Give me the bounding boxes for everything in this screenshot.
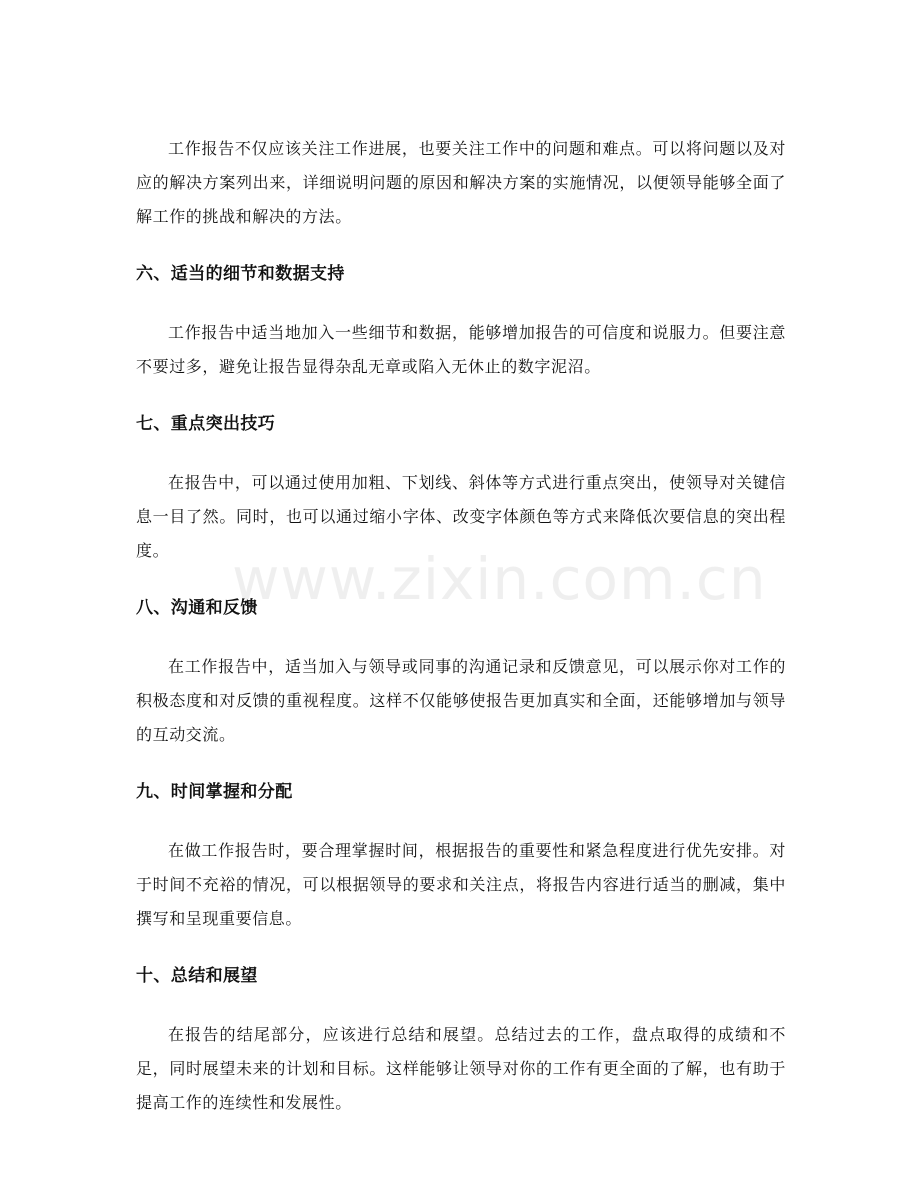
heading-summary: 十、总结和展望	[136, 966, 258, 986]
paragraph-details-data: 工作报告中适当地加入一些细节和数据，能够增加报告的可信度和说服力。但要注意不要过多，避免让报告显得杂乱无章或陷入无休止的数字泥沼。	[136, 323, 786, 376]
heading-emphasis: 七、重点突出技巧	[136, 414, 276, 434]
watermark: www.zixin.com.cn	[232, 545, 767, 613]
paragraph-summary: 在报告的结尾部分，应该进行总结和展望。总结过去的工作，盘点取得的成绩和不足，同时展望未来的计划和目标。这样能够让领导对你的工作有更全面的了解，也有助于提高工作的连续性和发展性。	[136, 1025, 786, 1112]
paragraph-problems: 工作报告不仅应该关注工作进展，也要关注工作中的问题和难点。可以将问题以及对应的解决方案列出来，详细说明问题的原因和解决方案的实施情况，以便领导能够全面了解工作的挑战和解决的方法。	[136, 139, 786, 226]
paragraph-emphasis: 在报告中，可以通过使用加粗、下划线、斜体等方式进行重点突出，使领导对关键信息一目了然。同时，也可以通过缩小字体、改变字体颜色等方式来降低次要信息的突出程度。	[136, 473, 786, 560]
paragraph-communication: 在工作报告中，适当加入与领导或同事的沟通记录和反馈意见，可以展示你对工作的积极态度和对反馈的重视程度。这样不仅能够使报告更加真实和全面，还能够增加与领导的互动交流。	[136, 657, 786, 744]
heading-details-data: 六、适当的细节和数据支持	[136, 264, 345, 284]
paragraph-time-management: 在做工作报告时，要合理掌握时间，根据报告的重要性和紧急程度进行优先安排。对于时间不充裕的情况，可以根据领导的要求和关注点，将报告内容进行适当的删减，集中撰写和呈现重要信息。	[136, 841, 786, 928]
heading-communication: 八、沟通和反馈	[136, 598, 258, 618]
document-body	[136, 132, 786, 1120]
heading-time-management: 九、时间掌握和分配	[136, 782, 293, 802]
